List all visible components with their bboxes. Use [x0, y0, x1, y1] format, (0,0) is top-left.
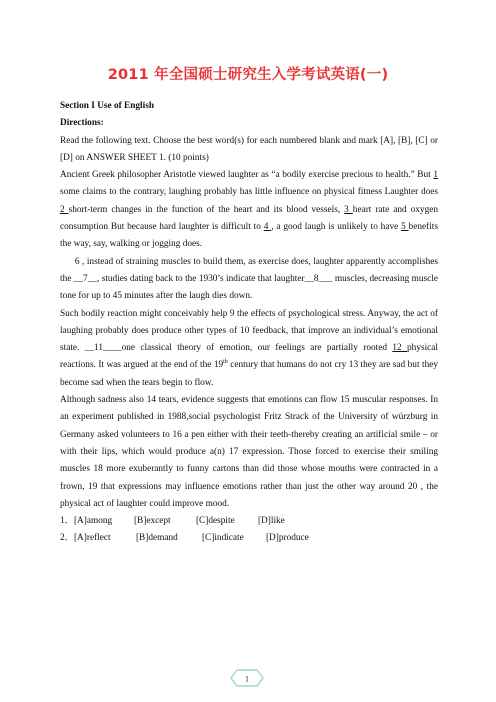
- directions-label: Directions:: [60, 118, 104, 129]
- option-a: [A]reflect: [73, 533, 111, 544]
- blank-12: 12: [392, 343, 408, 354]
- blank-1: 1: [433, 170, 438, 181]
- option-a: [A]among: [73, 516, 113, 527]
- text-run: benefits the way, say, walking or jogging does.: [60, 222, 438, 250]
- text-run: , a good laugh is unlikely to have: [271, 222, 402, 233]
- passage-paragraph-4: Although sadness also 14 tears, evidence suggests that emotions can flow 15 muscular responses. In an experiment published in 1988,social psychologist Fritz Strack of the University of würzburg in Germany asked volunteers to 16 a pen either with their teeth-thereby creating an artificial smile – or with their lips, which would produce a(n) 17 expression. Those forced to exercise their smiling muscles 18 more exuberantly to funny cartons than did those whose mouths were contracted in a frown, 19 that expressions may influence emotions rather than just the other way around 20 , the physical act of laughter could improve mood.: [60, 395, 438, 509]
- text-run: 6 , instead of straining muscles to build them, as exercise does, laughter apparently accomplishes the: [60, 256, 438, 284]
- passage-paragraph-2: [60, 254, 438, 306]
- text-run: Ancient Greek philosopher Aristotle viewed laughter as “a bodily exercise precious to health.” But: [60, 170, 434, 181]
- superscript-th: th: [223, 359, 228, 366]
- blank-5: 5: [401, 222, 409, 233]
- page-title: 2011 年全国硕士研究生入学考试英语(一): [107, 67, 389, 83]
- option-c: [C]despite: [195, 516, 235, 527]
- blank-4: 4: [263, 222, 272, 233]
- passage-paragraph-3: [60, 306, 438, 392]
- text-run: muscles, decreasing muscle tone for up to 45 minutes after the laugh dies down.: [60, 273, 438, 302]
- blank-3: 3: [344, 204, 353, 215]
- blank-8: __8___: [304, 273, 333, 284]
- page-number-badge: [227, 667, 267, 689]
- page-number: 1: [245, 674, 249, 684]
- directions-text: Read the following text. Choose the best word(s) for each numbered blank and mark [A], [B], [C] or [D] on ANSWER SHEET 1. (10 points): [60, 135, 438, 163]
- text-run: one classical theory of emotion, our feelings are partially rooted: [121, 343, 393, 354]
- question-1: [60, 513, 438, 530]
- passage-paragraph-1: [60, 167, 438, 253]
- text-run: physical reactions. It was argued at the end of the 19: [60, 343, 439, 371]
- text-run: century that humans do not cry 13 they are sad but they become sad when the tears begin to flow.: [60, 360, 439, 388]
- blank-7: __7__: [73, 273, 97, 284]
- option-c: [C]indicate: [201, 533, 244, 544]
- option-d: [D]like: [257, 516, 285, 527]
- option-d: [D]produce: [265, 533, 309, 544]
- blank-11: __11____: [84, 343, 122, 354]
- section-heading: Section I Use of English: [60, 101, 155, 111]
- question-number: 2．: [60, 533, 74, 544]
- text-run: Such bodily reaction might conceivably help 9 the effects of psychological stress. Anyway, the act of laughing probably does produce other types of 10 feedback, that improve an individual’s emotional state.: [60, 308, 438, 354]
- blank-2: 2: [60, 204, 69, 215]
- option-b: [B]except: [133, 516, 171, 527]
- question-number: 1．: [60, 516, 74, 527]
- text-run: heart rate and oxygen consumption But because hard laughter is difficult to: [60, 204, 438, 233]
- exam-content: [60, 98, 438, 548]
- option-b: [B]demand: [135, 533, 178, 544]
- text-run: , studies dating back to the 1930’s indicate that laughter: [97, 273, 305, 284]
- question-2: [60, 530, 438, 547]
- text-run: some claims to the contrary, laughing probably has little influence on physical fitness Laughter does: [60, 187, 438, 198]
- text-run: short-term changes in the function of the heart and its blood vessels,: [68, 204, 345, 215]
